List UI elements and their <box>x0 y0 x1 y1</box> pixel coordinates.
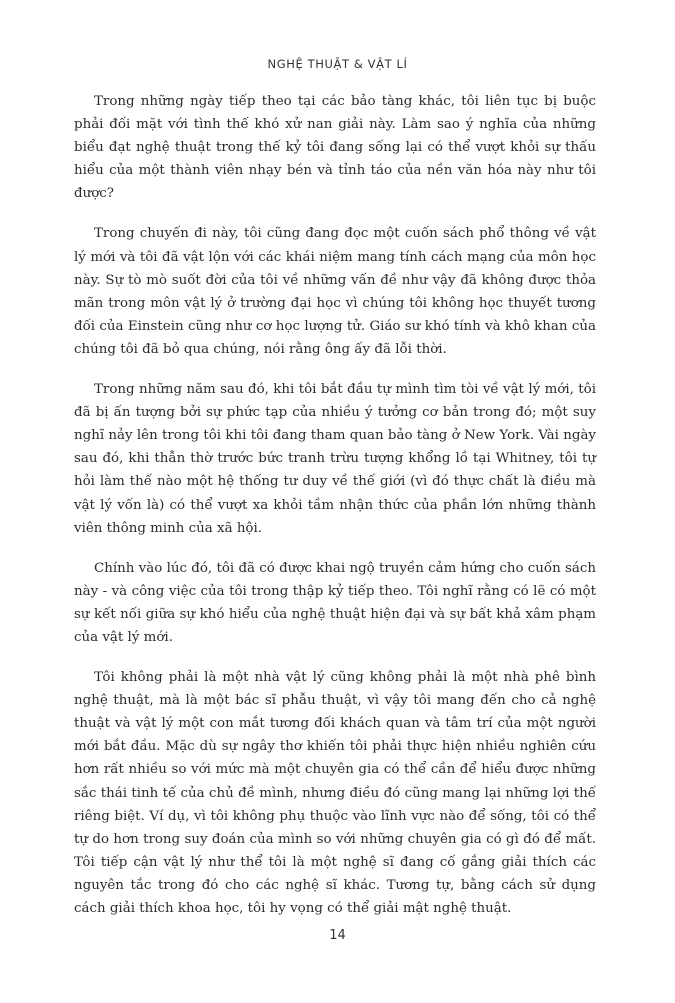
paragraph: Trong những năm sau đó, khi tôi bắt đầu tự mình tìm tòi về vật lý mới, tôi đã bị ấn tượng bởi sự phức tạp của nhiều ý tưởng cơ bản trong đó; một suy nghĩ nảy lên trong tôi khi tôi đang tham quan bảo tàng ở New York. Vài ngày sau đó, khi thẫn thờ trước bức tranh trừu tượng khổng lồ tại Whitney, tôi tự hỏi làm thế nào một hệ thống tư duy về thế giới (vì đó thực chất là điều mà vật lý vốn là) có thể vượt xa khỏi tầm nhận thức của phần lớn những thành viên thông minh của xã hội. <box>74 382 596 536</box>
running-header: NGHỆ THUẬT & VẬT LÍ <box>267 57 408 71</box>
paragraph: Trong những ngày tiếp theo tại các bảo tàng khác, tôi liên tục bị buộc phải đối mặt với tình thế khó xử nan giải này. Làm sao ý nghĩa của những biểu đạt nghệ thuật trong thế kỷ tôi đang sống lại có thể vượt khỏi sự thấu hiểu của một thành viên nhạy bén và tỉnh táo của nền văn hóa này như tôi được? <box>74 94 596 202</box>
page-number: 14 <box>329 928 346 943</box>
paragraph: Chính vào lúc đó, tôi đã có được khai ngộ truyền cảm hứng cho cuốn sách này - và công việc của tôi trong thập kỷ tiếp theo. Tôi nghĩ rằng có lẽ có một sự kết nối giữa sự khó hiểu của nghệ thuật hiện đại và sự bất khả xâm phạm của vật lý mới. <box>74 560 596 645</box>
paragraph: Trong chuyến đi này, tôi cũng đang đọc một cuốn sách phổ thông về vật lý mới và tôi đã vật lộn với các khái niệm mang tính cách mạng của môn học này. Sự tò mò suốt đời của tôi về những vấn đề như vậy đã không được thỏa mãn trong môn vật lý ở trường đại học vì chúng tôi không học thuyết tương đối của Einstein cũng như cơ học lượng tử. Giáo sư khó tính và khô khan của chúng tôi đã bỏ qua chúng, nói rằng ông ấy đã lỗi thời. <box>74 226 596 357</box>
body-text <box>74 90 596 937</box>
paragraph: Tôi không phải là một nhà vật lý cũng không phải là một nhà phê bình nghệ thuật, mà là một bác sĩ phẫu thuật, vì vậy tôi mang đến cho cả nghệ thuật và vật lý một con mắt tương đối khách quan và tâm trí của một người mới bắt đầu. Mặc dù sự ngây thơ khiến tôi phải thực hiện nhiều nghiên cứu hơn rất nhiều so với mức mà một chuyên gia có thể cần để hiểu được những sắc thái tinh tế của chủ đề mình, nhưng điều đó cũng mang lại những lợi thế riêng biệt. Ví dụ, vì tôi không phụ thuộc vào lĩnh vực nào để sống, tôi có thể tự do hơn trong suy đoán của mình so với những chuyên gia có gì đó để mất. Tôi tiếp cận vật lý như thể tôi là một nghệ sĩ đang cố gắng giải thích các nguyên tắc trong đó cho các nghệ sĩ khác. Tương tự, bằng cách sử dụng cách giải thích khoa học, tôi hy vọng có thể giải mật nghệ thuật. <box>74 670 596 916</box>
